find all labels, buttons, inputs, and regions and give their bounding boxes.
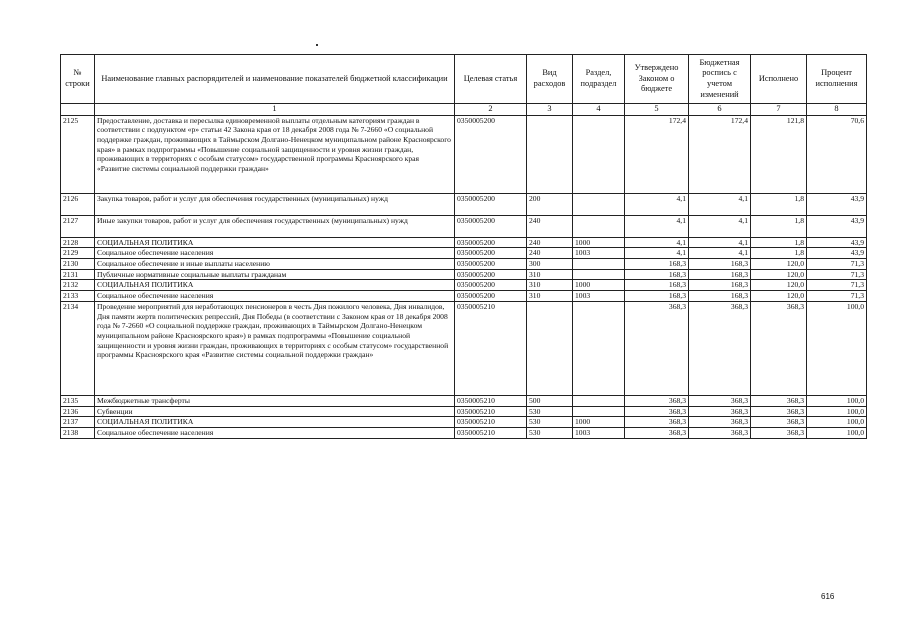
table-row — [61, 259, 867, 270]
row-number-cell: 2128 — [61, 237, 95, 248]
executed-cell: 120,0 — [751, 280, 807, 291]
target-article-cell: 0350005200 — [455, 280, 527, 291]
table-row — [61, 301, 867, 395]
percent-cell: 100,0 — [807, 427, 867, 438]
expense-kind-cell: 240 — [527, 237, 573, 248]
row-number-cell: 2126 — [61, 193, 95, 215]
expense-kind-cell: 310 — [527, 291, 573, 302]
section-cell — [573, 193, 625, 215]
percent-cell: 71,3 — [807, 269, 867, 280]
executed-cell: 121,8 — [751, 115, 807, 193]
table-row — [61, 269, 867, 280]
header-expense-kind: Вид расходов — [527, 55, 573, 104]
section-cell — [573, 115, 625, 193]
row-number-cell: 2138 — [61, 427, 95, 438]
table-body — [61, 115, 867, 438]
header-row — [61, 55, 867, 104]
section-cell — [573, 301, 625, 395]
section-cell: 1000 — [573, 237, 625, 248]
executed-cell: 368,3 — [751, 301, 807, 395]
colnum-cell: 3 — [527, 104, 573, 116]
section-cell — [573, 259, 625, 270]
row-number-cell: 2134 — [61, 301, 95, 395]
budget-schedule-cell: 368,3 — [689, 406, 751, 417]
executed-cell: 120,0 — [751, 269, 807, 280]
row-name-cell: Субвенции — [95, 406, 455, 417]
table-row — [61, 193, 867, 215]
column-number-row — [61, 104, 867, 116]
table-row — [61, 280, 867, 291]
executed-cell: 368,3 — [751, 417, 807, 428]
section-cell — [573, 269, 625, 280]
expense-kind-cell — [527, 301, 573, 395]
target-article-cell: 0350005200 — [455, 259, 527, 270]
expense-kind-cell: 530 — [527, 406, 573, 417]
row-name-cell: Социальное обеспечение населения — [95, 427, 455, 438]
table-row — [61, 248, 867, 259]
executed-cell: 1,8 — [751, 248, 807, 259]
budget-schedule-cell: 4,1 — [689, 237, 751, 248]
row-name-cell: Социальное обеспечение и иные выплаты населению — [95, 259, 455, 270]
colnum-cell: 1 — [95, 104, 455, 116]
row-number-cell: 2133 — [61, 291, 95, 302]
target-article-cell: 0350005200 — [455, 248, 527, 259]
row-name-cell: Проведение мероприятий для неработающих пенсионеров в честь Дня пожилого человека, Дня инвалидов, Дня памяти жертв политических репрессий, Дня Победы (в соответствии с Законом края от 18 декабря 2008 года № 7-2660 «О социальной поддержке граждан, проживающих в Таймырском Долгано-Ненецком муниципальном районе Красноярского края») в рамках подпрограммы «Повышение социальной защищенности и уровня жизни граждан, проживающих в территориях с особым статусом» государственной программы Красноярского края «Развитие системы социальной поддержки граждан» — [95, 301, 455, 395]
colnum-cell: 5 — [625, 104, 689, 116]
approved-cell: 168,3 — [625, 291, 689, 302]
target-article-cell: 0350005200 — [455, 237, 527, 248]
table-row — [61, 417, 867, 428]
percent-cell: 100,0 — [807, 417, 867, 428]
table-row — [61, 237, 867, 248]
percent-cell: 71,3 — [807, 259, 867, 270]
table-row — [61, 215, 867, 237]
row-number-cell: 2131 — [61, 269, 95, 280]
target-article-cell: 0350005210 — [455, 417, 527, 428]
executed-cell: 368,3 — [751, 395, 807, 406]
row-name-cell: Социальное обеспечение населения — [95, 248, 455, 259]
executed-cell: 120,0 — [751, 259, 807, 270]
row-number-cell: 2132 — [61, 280, 95, 291]
header-approved: Утверждено Законом о бюджете — [625, 55, 689, 104]
budget-schedule-cell: 368,3 — [689, 417, 751, 428]
executed-cell: 1,8 — [751, 237, 807, 248]
executed-cell: 1,8 — [751, 215, 807, 237]
target-article-cell: 0350005200 — [455, 269, 527, 280]
row-name-cell: Публичные нормативные социальные выплаты гражданам — [95, 269, 455, 280]
expense-kind-cell: 530 — [527, 417, 573, 428]
target-article-cell: 0350005210 — [455, 301, 527, 395]
budget-table — [60, 54, 867, 439]
expense-kind-cell: 500 — [527, 395, 573, 406]
executed-cell: 368,3 — [751, 406, 807, 417]
row-name-cell: Закупка товаров, работ и услуг для обеспечения государственных (муниципальных) нужд — [95, 193, 455, 215]
header-budget-schedule: Бюджетная роспись с учетом изменений — [689, 55, 751, 104]
approved-cell: 4,1 — [625, 237, 689, 248]
percent-cell: 43,9 — [807, 237, 867, 248]
row-name-cell: СОЦИАЛЬНАЯ ПОЛИТИКА — [95, 237, 455, 248]
row-name-cell: Социальное обеспечение населения — [95, 291, 455, 302]
section-cell — [573, 215, 625, 237]
budget-schedule-cell: 368,3 — [689, 395, 751, 406]
approved-cell: 368,3 — [625, 395, 689, 406]
header-target-article: Целевая статья — [455, 55, 527, 104]
row-name-cell: Межбюджетные трансферты — [95, 395, 455, 406]
target-article-cell: 0350005210 — [455, 427, 527, 438]
expense-kind-cell: 310 — [527, 280, 573, 291]
executed-cell: 368,3 — [751, 427, 807, 438]
budget-schedule-cell: 168,3 — [689, 259, 751, 270]
approved-cell: 4,1 — [625, 215, 689, 237]
percent-cell: 71,3 — [807, 291, 867, 302]
expense-kind-cell: 300 — [527, 259, 573, 270]
executed-cell: 1,8 — [751, 193, 807, 215]
budget-schedule-cell: 4,1 — [689, 248, 751, 259]
table-row — [61, 406, 867, 417]
expense-kind-cell: 200 — [527, 193, 573, 215]
section-cell: 1000 — [573, 417, 625, 428]
approved-cell: 4,1 — [625, 248, 689, 259]
row-number-cell: 2136 — [61, 406, 95, 417]
budget-schedule-cell: 368,3 — [689, 301, 751, 395]
percent-cell: 100,0 — [807, 301, 867, 395]
row-number-cell: 2125 — [61, 115, 95, 193]
percent-cell: 43,9 — [807, 248, 867, 259]
target-article-cell: 0350005210 — [455, 406, 527, 417]
budget-schedule-cell: 172,4 — [689, 115, 751, 193]
table-row — [61, 395, 867, 406]
approved-cell: 4,1 — [625, 193, 689, 215]
row-name-cell: СОЦИАЛЬНАЯ ПОЛИТИКА — [95, 417, 455, 428]
approved-cell: 172,4 — [625, 115, 689, 193]
header-name: Наименование главных распорядителей и наименование показателей бюджетной классификации — [95, 55, 455, 104]
colnum-cell: 8 — [807, 104, 867, 116]
header-section: Раздел, подраздел — [573, 55, 625, 104]
header-executed: Исполнено — [751, 55, 807, 104]
approved-cell: 368,3 — [625, 301, 689, 395]
target-article-cell: 0350005210 — [455, 395, 527, 406]
section-cell: 1003 — [573, 291, 625, 302]
section-cell: 1003 — [573, 427, 625, 438]
budget-schedule-cell: 168,3 — [689, 269, 751, 280]
budget-schedule-cell: 368,3 — [689, 427, 751, 438]
row-number-cell: 2135 — [61, 395, 95, 406]
page-number: 616 — [821, 592, 835, 601]
target-article-cell: 0350005200 — [455, 115, 527, 193]
section-cell: 1000 — [573, 280, 625, 291]
section-cell — [573, 406, 625, 417]
scan-speck — [316, 44, 318, 46]
budget-schedule-cell: 4,1 — [689, 215, 751, 237]
expense-kind-cell — [527, 115, 573, 193]
row-name-cell: СОЦИАЛЬНАЯ ПОЛИТИКА — [95, 280, 455, 291]
colnum-cell: 2 — [455, 104, 527, 116]
row-name-cell: Иные закупки товаров, работ и услуг для обеспечения государственных (муниципальных) нужд — [95, 215, 455, 237]
approved-cell: 368,3 — [625, 417, 689, 428]
expense-kind-cell: 530 — [527, 427, 573, 438]
section-cell: 1003 — [573, 248, 625, 259]
approved-cell: 168,3 — [625, 269, 689, 280]
approved-cell: 368,3 — [625, 427, 689, 438]
expense-kind-cell: 240 — [527, 215, 573, 237]
approved-cell: 368,3 — [625, 406, 689, 417]
expense-kind-cell: 310 — [527, 269, 573, 280]
expense-kind-cell: 240 — [527, 248, 573, 259]
budget-schedule-cell: 168,3 — [689, 280, 751, 291]
approved-cell: 168,3 — [625, 259, 689, 270]
percent-cell: 71,3 — [807, 280, 867, 291]
table-row — [61, 291, 867, 302]
row-number-cell: 2127 — [61, 215, 95, 237]
percent-cell: 100,0 — [807, 395, 867, 406]
colnum-cell: 7 — [751, 104, 807, 116]
target-article-cell: 0350005200 — [455, 215, 527, 237]
row-number-cell: 2130 — [61, 259, 95, 270]
budget-schedule-cell: 4,1 — [689, 193, 751, 215]
target-article-cell: 0350005200 — [455, 193, 527, 215]
row-number-cell: 2129 — [61, 248, 95, 259]
colnum-cell: 4 — [573, 104, 625, 116]
executed-cell: 120,0 — [751, 291, 807, 302]
header-percent: Процент исполнения — [807, 55, 867, 104]
header-row-number: № строки — [61, 55, 95, 104]
percent-cell: 43,9 — [807, 215, 867, 237]
colnum-cell — [61, 104, 95, 116]
colnum-cell: 6 — [689, 104, 751, 116]
table-row — [61, 115, 867, 193]
budget-schedule-cell: 168,3 — [689, 291, 751, 302]
percent-cell: 70,6 — [807, 115, 867, 193]
table-row — [61, 427, 867, 438]
percent-cell: 100,0 — [807, 406, 867, 417]
approved-cell: 168,3 — [625, 280, 689, 291]
target-article-cell: 0350005200 — [455, 291, 527, 302]
percent-cell: 43,9 — [807, 193, 867, 215]
row-name-cell: Предоставление, доставка и пересылка единовременной выплаты отдельным категориям граждан в соответствии с подпунктом «р» статьи 42 Закона края от 18 декабря 2008 года № 7-2660 «О социальной поддержке граждан, проживающих в Таймырском Долгано-Ненецком муниципальном районе Красноярского края» в рамках подпрограммы «Повышение социальной защищенности и уровня жизни граждан, проживающих в территориях с особым статусом» государственной программы Красноярского края «Развитие системы социальной поддержки граждан» — [95, 115, 455, 193]
row-number-cell: 2137 — [61, 417, 95, 428]
section-cell — [573, 395, 625, 406]
